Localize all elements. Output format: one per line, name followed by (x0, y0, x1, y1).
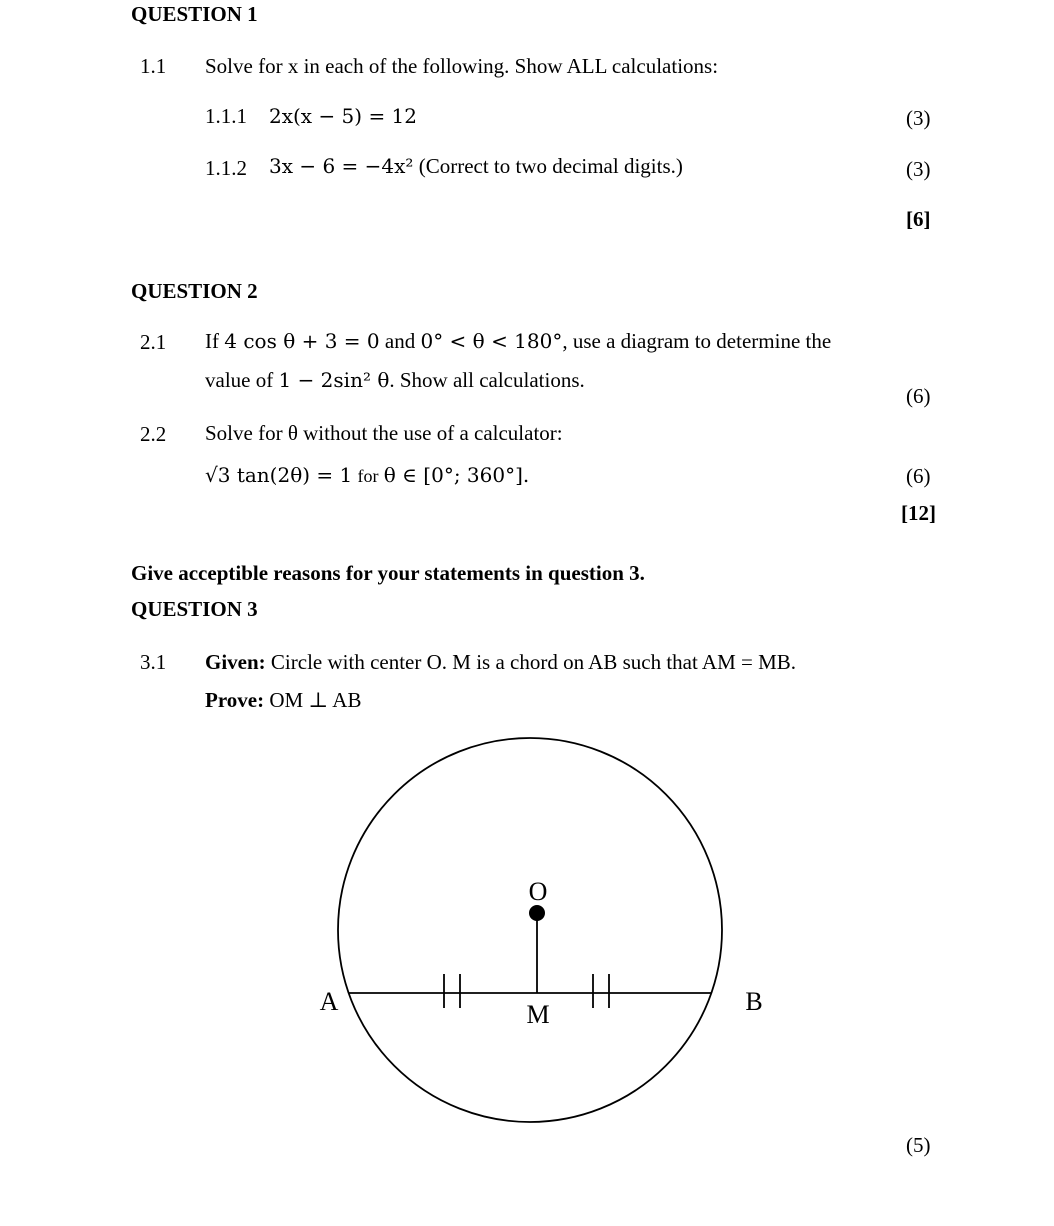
question-1-1-2-equation: 3x − 6 = −4x² (269, 154, 414, 178)
question-1-total: [6] (906, 207, 931, 231)
question-1-1-2-number: 1.1.2 (205, 156, 247, 180)
question-2-1-and: and (384, 329, 416, 353)
question-3-1-number: 3.1 (140, 650, 167, 674)
question-1-1-number: 1.1 (140, 54, 167, 78)
question-1-1-1-number: 1.1.1 (205, 104, 247, 128)
question-2-heading: QUESTION 2 (131, 279, 258, 303)
question-1-1-1-marks: (3) (906, 106, 931, 130)
question-2-1-number: 2.1 (140, 330, 167, 354)
question-2-1-line-2-end: . Show all calculations. (389, 368, 585, 392)
prove-text: OM ⊥ AB (269, 688, 362, 712)
question-2-2-instruction: Solve for θ without the use of a calculator: (205, 421, 563, 445)
question-2-1-if: If (205, 329, 219, 353)
circle (338, 738, 722, 1122)
question-1-1-1-equation: 2x(x − 5) = 12 (269, 104, 418, 128)
question-1-1-instruction: Solve for x in each of the following. Show ALL calculations: (205, 54, 719, 78)
label-a: A (319, 987, 339, 1016)
question-2-2-domain: θ ∈ [0°; 360°]. (383, 463, 530, 487)
label-b: B (745, 987, 763, 1016)
question-1-1-2-marks: (3) (906, 157, 931, 181)
question-2-2-number: 2.2 (140, 422, 167, 446)
given-label: Given: (205, 650, 266, 674)
question-2-total: [12] (901, 501, 936, 525)
question-2-1-marks: (6) (906, 384, 931, 408)
label-o: O (528, 877, 548, 906)
question-2-1-value-of: value of (205, 368, 274, 392)
question-3-1-marks: (5) (906, 1133, 931, 1157)
question-3-instruction: Give acceptible reasons for your statements in question 3. (131, 561, 645, 585)
question-2-1-equation: 4 cos θ + 3 = 0 (224, 329, 380, 353)
question-1-1-2-note: (Correct to two decimal digits.) (418, 154, 683, 178)
question-2-2-equation: √3 tan(2θ) = 1 (205, 463, 353, 487)
question-2-1-line-1-end: , use a diagram to determine the (562, 329, 832, 353)
prove-label: Prove: (205, 688, 265, 712)
label-m: M (526, 1000, 550, 1029)
question-3-heading: QUESTION 3 (131, 597, 258, 621)
question-2-1-range: 0° < θ < 180° (420, 329, 563, 353)
question-2-1-expression: 1 − 2sin² θ (278, 368, 390, 392)
given-text: Circle with center O. M is a chord on AB such that AM = MB. (270, 650, 797, 674)
question-1-heading: QUESTION 1 (131, 2, 258, 26)
center-point-o (529, 905, 545, 921)
question-2-2-marks: (6) (906, 464, 931, 488)
question-2-2-for: for (357, 466, 379, 486)
